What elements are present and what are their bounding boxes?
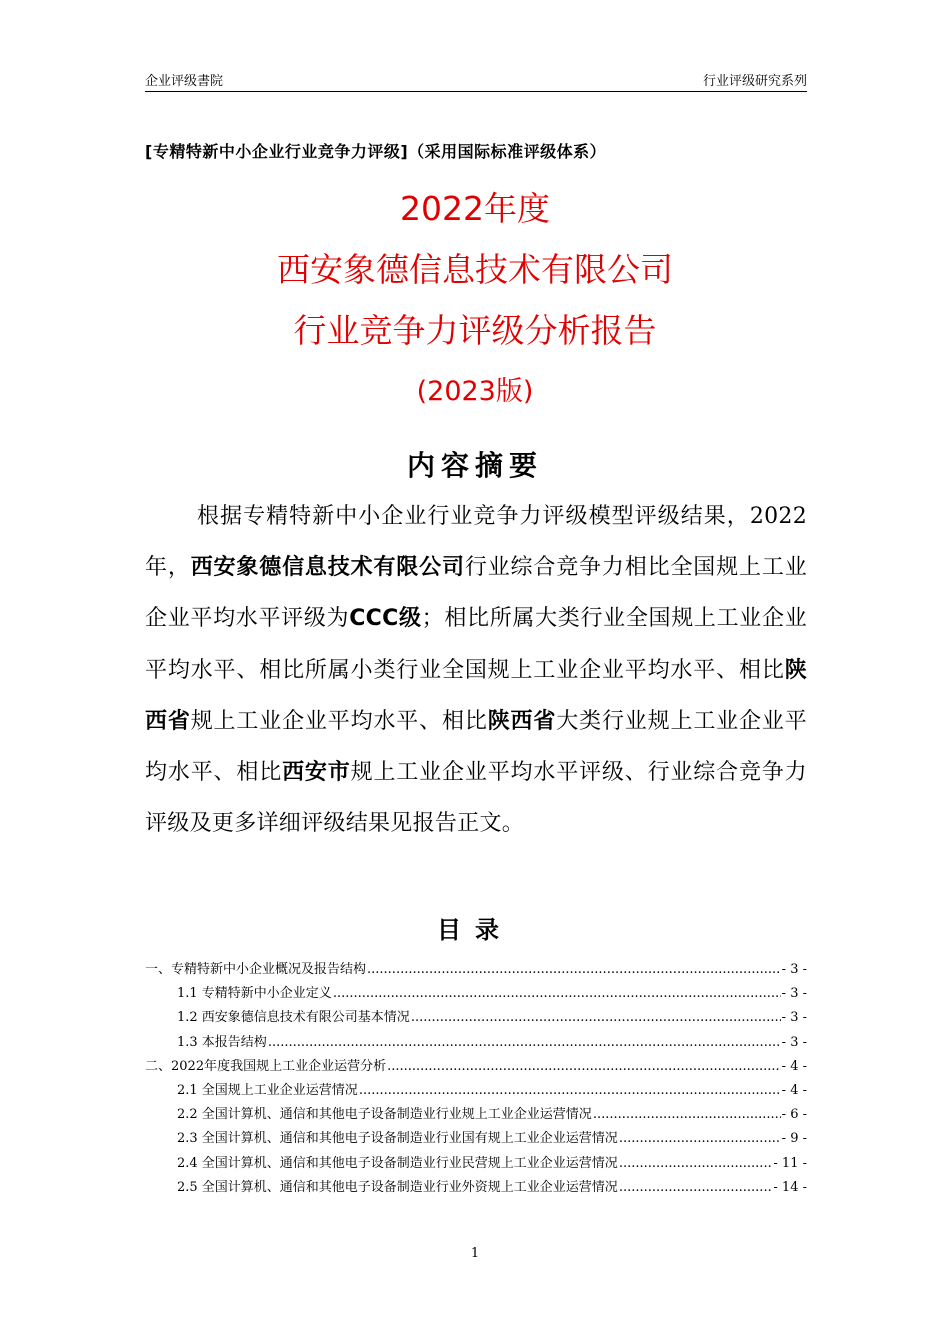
toc-item[interactable] [145,1127,807,1151]
toc-item-page: - 3 - [781,1010,807,1026]
toc-leader-dots [268,1031,781,1055]
title-edition: (2023版) [416,376,534,407]
toc-item-label: 2.2 全国计算机、通信和其他电子设备制造业行业规上工业企业运营情况 [177,1107,592,1123]
abstract-province: 陕西省 [145,657,807,734]
toc-item-page: - 14 - [773,1179,807,1195]
abstract-heading: 内容摘要 [406,449,543,482]
toc-item-page: - 4 - [781,1082,807,1098]
toc-item[interactable] [145,982,807,1006]
toc-item[interactable] [145,1006,807,1030]
toc-item-label: 2.1 全国规上工业企业运营情况 [177,1082,358,1098]
toc-item-label: 2.5 全国计算机、通信和其他电子设备制造业行业外资规上工业企业运营情况 [177,1179,618,1195]
toc-item[interactable] [145,958,807,982]
abstract-segment: 根据专精特新中小企业行业竞争力评级模型评级结果，2022年， [145,504,808,581]
page-number: 1 [470,1246,480,1261]
toc-leader-dots [411,1006,781,1030]
title-year: 2022年度 [400,189,550,228]
toc-item[interactable] [145,1079,807,1103]
toc-item-page: - 11 - [773,1155,807,1171]
abstract-paragraph [145,491,807,849]
abstract-rating: CCC级 [349,606,422,632]
abstract-city: 西安市 [282,760,351,786]
abstract-province: 陕西省 [487,708,557,734]
toc-item-page: - 9 - [781,1131,807,1147]
table-of-contents [145,958,807,1200]
toc-leader-dots [359,1079,781,1103]
abstract-segment: 大类行业规上工业企业平均水平、相比 [145,708,808,786]
toc-item-page: - 4 - [781,1058,807,1074]
toc-leader-dots [619,1152,773,1176]
toc-item[interactable] [145,1176,807,1200]
toc-item-label: 1.2 西安象德信息技术有限公司基本情况 [177,1010,410,1026]
toc-item-label: 二、2022年度我国规上工业企业运营分析 [145,1058,387,1074]
title-report: 行业竞争力评级分析报告 [293,311,657,350]
toc-leader-dots [619,1127,781,1151]
toc-item-label: 1.3 本报告结构 [177,1034,267,1050]
toc-item-label: 2.4 全国计算机、通信和其他电子设备制造业行业民营规上工业企业运营情况 [177,1155,618,1171]
header-left-text: 企业评级書院 [145,74,224,89]
toc-item[interactable] [145,1031,807,1055]
header-rule [145,91,807,92]
abstract-segment: 行业综合竞争力相比全国规上工业企业平均水平评级为 [145,555,807,632]
page-header [145,70,807,90]
toc-item[interactable] [145,1055,807,1079]
series-line: [专精特新中小企业行业竞争力评级]（采用国际标准评级体系） [145,142,607,161]
toc-item-label: 1.1 专精特新中小企业定义 [177,986,332,1002]
toc-leader-dots [333,982,781,1006]
toc-item-page: - 3 - [781,1034,807,1050]
abstract-company-name: 西安象德信息技术有限公司 [190,555,465,581]
abstract-segment: 规上工业企业平均水平、相比 [190,708,488,734]
toc-item[interactable] [145,1152,807,1176]
toc-heading: 目录 [437,916,513,944]
toc-leader-dots [619,1176,773,1200]
toc-leader-dots [387,1055,781,1079]
toc-leader-dots [593,1103,781,1127]
toc-item-page: - 3 - [781,986,807,1002]
toc-item-label: 2.3 全国计算机、通信和其他电子设备制造业行业国有规上工业企业运营情况 [177,1131,618,1147]
title-company: 西安象德信息技术有限公司 [277,250,673,289]
toc-item-page: - 6 - [781,1107,807,1123]
toc-item[interactable] [145,1103,807,1127]
toc-item-label: 一、专精特新中小企业概况及报告结构 [145,962,367,977]
abstract-segment: ；相比所属大类行业全国规上工业企业平均水平、相比所属小类行业全国规上工业企业平均水平、相比 [145,606,807,683]
header-right-text: 行业评级研究系列 [702,74,807,89]
toc-item-page: - 3 - [781,962,807,977]
toc-leader-dots [367,958,781,982]
abstract-segment: 规上工业企业平均水平评级、行业综合竞争力评级及更多详细评级结果见报告正文。 [145,760,807,837]
